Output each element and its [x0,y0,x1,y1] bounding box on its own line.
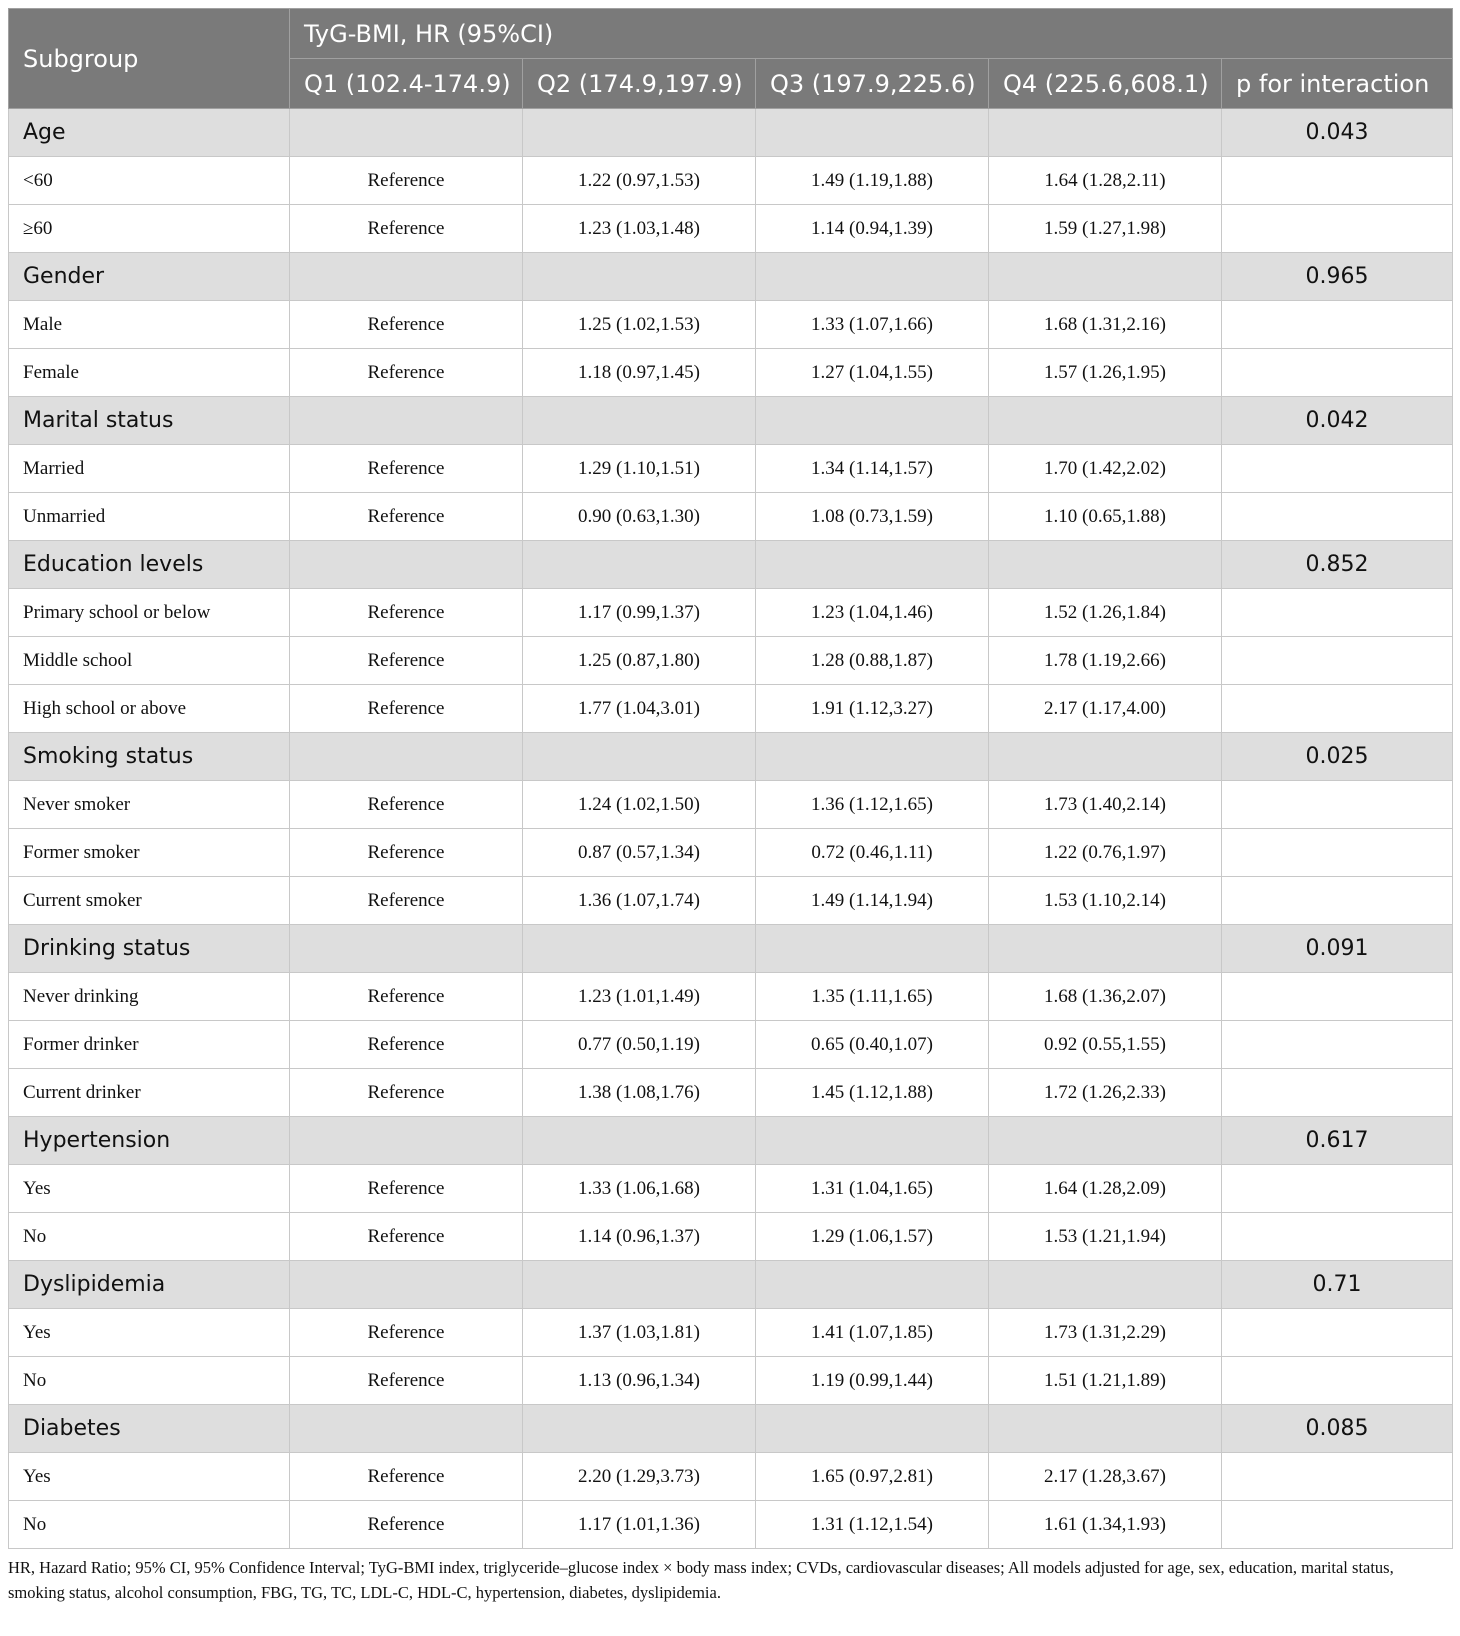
empty-cell [523,1261,756,1309]
row-label: ≥60 [9,205,290,253]
table-row [9,637,1453,685]
empty-cell [290,925,523,973]
cell-q3: 1.49 (1.14,1.94) [756,877,989,925]
cell-q3: 1.41 (1.07,1.85) [756,1309,989,1357]
table-row [9,877,1453,925]
cell-q4: 2.17 (1.28,3.67) [989,1453,1222,1501]
cell-q2: 2.20 (1.29,3.73) [523,1453,756,1501]
p-interaction-value: 0.042 [1222,397,1453,445]
cell-q3: 1.31 (1.12,1.54) [756,1501,989,1549]
cell-q2: 1.25 (1.02,1.53) [523,301,756,349]
empty-cell [290,1117,523,1165]
cell-q4: 1.64 (1.28,2.11) [989,157,1222,205]
group-label: Diabetes [9,1405,290,1453]
cell-q1: Reference [290,1069,523,1117]
cell-q1: Reference [290,877,523,925]
cell-q1: Reference [290,589,523,637]
row-label: Never drinking [9,973,290,1021]
header-q3: Q3 (197.9,225.6) [756,59,989,109]
empty-cell [989,109,1222,157]
empty-cell [290,733,523,781]
cell-q1: Reference [290,445,523,493]
row-label: Yes [9,1453,290,1501]
cell-q2: 1.77 (1.04,3.01) [523,685,756,733]
header-q4: Q4 (225.6,608.1) [989,59,1222,109]
group-label: Drinking status [9,925,290,973]
group-header-row [9,397,1453,445]
cell-q3: 1.36 (1.12,1.65) [756,781,989,829]
row-label: Never smoker [9,781,290,829]
group-label: Marital status [9,397,290,445]
cell-q3: 1.08 (0.73,1.59) [756,493,989,541]
cell-q1: Reference [290,1165,523,1213]
cell-q3: 1.91 (1.12,3.27) [756,685,989,733]
row-label: No [9,1501,290,1549]
cell-q4: 1.64 (1.28,2.09) [989,1165,1222,1213]
group-label: Age [9,109,290,157]
cell-q1: Reference [290,349,523,397]
cell-q3: 1.29 (1.06,1.57) [756,1213,989,1261]
cell-q2: 1.37 (1.03,1.81) [523,1309,756,1357]
cell-p-empty [1222,301,1453,349]
row-label: No [9,1213,290,1261]
cell-p-empty [1222,781,1453,829]
cell-q4: 1.68 (1.31,2.16) [989,301,1222,349]
empty-cell [756,925,989,973]
table-row [9,205,1453,253]
cell-q2: 1.18 (0.97,1.45) [523,349,756,397]
cell-p-empty [1222,1213,1453,1261]
cell-q1: Reference [290,1357,523,1405]
row-label: Married [9,445,290,493]
cell-q4: 1.70 (1.42,2.02) [989,445,1222,493]
cell-q3: 0.65 (0.40,1.07) [756,1021,989,1069]
cell-q3: 0.72 (0.46,1.11) [756,829,989,877]
cell-q4: 1.61 (1.34,1.93) [989,1501,1222,1549]
cell-q4: 1.78 (1.19,2.66) [989,637,1222,685]
header-p-interaction: p for interaction [1222,59,1453,109]
table-row [9,685,1453,733]
cell-q3: 1.65 (0.97,2.81) [756,1453,989,1501]
cell-q1: Reference [290,493,523,541]
p-interaction-value: 0.043 [1222,109,1453,157]
group-header-row [9,1261,1453,1309]
row-label: Middle school [9,637,290,685]
group-header-row [9,253,1453,301]
cell-q3: 1.35 (1.11,1.65) [756,973,989,1021]
header-subgroup: Subgroup [9,9,290,109]
cell-q4: 1.73 (1.31,2.29) [989,1309,1222,1357]
cell-q3: 1.28 (0.88,1.87) [756,637,989,685]
group-label: Gender [9,253,290,301]
empty-cell [523,397,756,445]
cell-p-empty [1222,1501,1453,1549]
cell-p-empty [1222,205,1453,253]
empty-cell [290,541,523,589]
cell-q3: 1.31 (1.04,1.65) [756,1165,989,1213]
cell-q3: 1.33 (1.07,1.66) [756,301,989,349]
row-label: Unmarried [9,493,290,541]
p-interaction-value: 0.852 [1222,541,1453,589]
cell-q4: 1.10 (0.65,1.88) [989,493,1222,541]
p-interaction-value: 0.617 [1222,1117,1453,1165]
table-footnote: HR, Hazard Ratio; 95% CI, 95% Confidence Interval; TyG-BMI index, triglyceride–glucose index × body mass index; CVDs, cardiovascular diseases; All models adjusted for age, sex, education, marital status, smoking status, alcohol consumption, FBG, TG, TC, LDL-C, HDL-C, hypertension, diabetes, dyslipidemia. [8,1558,1394,1602]
group-header-row [9,925,1453,973]
row-label: High school or above [9,685,290,733]
table-row [9,1213,1453,1261]
empty-cell [989,1405,1222,1453]
cell-q1: Reference [290,973,523,1021]
cell-q2: 0.77 (0.50,1.19) [523,1021,756,1069]
cell-p-empty [1222,1021,1453,1069]
cell-q2: 1.23 (1.01,1.49) [523,973,756,1021]
cell-q4: 2.17 (1.17,4.00) [989,685,1222,733]
empty-cell [290,109,523,157]
row-label: Current smoker [9,877,290,925]
group-label: Dyslipidemia [9,1261,290,1309]
empty-cell [523,541,756,589]
cell-q4: 1.72 (1.26,2.33) [989,1069,1222,1117]
cell-q3: 1.34 (1.14,1.57) [756,445,989,493]
cell-p-empty [1222,445,1453,493]
cell-q1: Reference [290,1453,523,1501]
empty-cell [756,1261,989,1309]
group-header-row [9,1117,1453,1165]
row-label: Current drinker [9,1069,290,1117]
cell-q3: 1.19 (0.99,1.44) [756,1357,989,1405]
group-header-row [9,541,1453,589]
cell-q4: 1.53 (1.10,2.14) [989,877,1222,925]
cell-q1: Reference [290,685,523,733]
cell-q4: 1.53 (1.21,1.94) [989,1213,1222,1261]
cell-p-empty [1222,1453,1453,1501]
cell-q2: 0.87 (0.57,1.34) [523,829,756,877]
header-q2: Q2 (174.9,197.9) [523,59,756,109]
row-label: Yes [9,1309,290,1357]
empty-cell [756,541,989,589]
cell-q2: 1.33 (1.06,1.68) [523,1165,756,1213]
p-interaction-value: 0.085 [1222,1405,1453,1453]
cell-p-empty [1222,829,1453,877]
empty-cell [523,733,756,781]
table-header [9,9,1453,109]
empty-cell [290,397,523,445]
cell-q1: Reference [290,781,523,829]
cell-q4: 1.68 (1.36,2.07) [989,973,1222,1021]
table-row [9,1357,1453,1405]
empty-cell [989,1261,1222,1309]
empty-cell [756,1117,989,1165]
table-row [9,1309,1453,1357]
table-row [9,1021,1453,1069]
cell-q2: 1.13 (0.96,1.34) [523,1357,756,1405]
empty-cell [756,397,989,445]
row-label: Male [9,301,290,349]
group-header-row [9,109,1453,157]
cell-q1: Reference [290,205,523,253]
cell-q2: 1.17 (1.01,1.36) [523,1501,756,1549]
cell-q3: 1.27 (1.04,1.55) [756,349,989,397]
cell-q1: Reference [290,637,523,685]
table-container [8,8,1452,1605]
cell-q2: 1.23 (1.03,1.48) [523,205,756,253]
cell-q2: 1.24 (1.02,1.50) [523,781,756,829]
empty-cell [756,733,989,781]
empty-cell [290,1261,523,1309]
cell-q2: 1.25 (0.87,1.80) [523,637,756,685]
p-interaction-value: 0.025 [1222,733,1453,781]
cell-q2: 1.17 (0.99,1.37) [523,589,756,637]
empty-cell [989,733,1222,781]
row-label: Yes [9,1165,290,1213]
cell-q3: 1.49 (1.19,1.88) [756,157,989,205]
empty-cell [523,1117,756,1165]
empty-cell [756,109,989,157]
row-label: Former drinker [9,1021,290,1069]
cell-q3: 1.14 (0.94,1.39) [756,205,989,253]
empty-cell [523,109,756,157]
cell-q4: 1.52 (1.26,1.84) [989,589,1222,637]
table-row [9,157,1453,205]
cell-p-empty [1222,349,1453,397]
cell-q2: 1.29 (1.10,1.51) [523,445,756,493]
group-header-row [9,1405,1453,1453]
row-label: No [9,1357,290,1405]
cell-q4: 1.73 (1.40,2.14) [989,781,1222,829]
empty-cell [523,253,756,301]
cell-p-empty [1222,589,1453,637]
table-row [9,349,1453,397]
cell-p-empty [1222,1069,1453,1117]
subgroup-hr-table [8,8,1453,1549]
table-row [9,973,1453,1021]
cell-q4: 0.92 (0.55,1.55) [989,1021,1222,1069]
empty-cell [523,1405,756,1453]
cell-q1: Reference [290,829,523,877]
table-row [9,445,1453,493]
empty-cell [290,253,523,301]
cell-p-empty [1222,685,1453,733]
group-label: Smoking status [9,733,290,781]
p-interaction-value: 0.71 [1222,1261,1453,1309]
cell-p-empty [1222,493,1453,541]
cell-p-empty [1222,157,1453,205]
group-label: Hypertension [9,1117,290,1165]
row-label: <60 [9,157,290,205]
empty-cell [989,925,1222,973]
cell-q1: Reference [290,1021,523,1069]
row-label: Female [9,349,290,397]
table-row [9,1501,1453,1549]
cell-q1: Reference [290,1309,523,1357]
empty-cell [290,1405,523,1453]
header-group-title: TyG-BMI, HR (95%CI) [290,9,1453,59]
cell-q1: Reference [290,157,523,205]
cell-q4: 1.22 (0.76,1.97) [989,829,1222,877]
p-interaction-value: 0.965 [1222,253,1453,301]
empty-cell [989,397,1222,445]
cell-q4: 1.57 (1.26,1.95) [989,349,1222,397]
table-row [9,1165,1453,1213]
header-q1: Q1 (102.4-174.9) [290,59,523,109]
empty-cell [756,253,989,301]
empty-cell [989,253,1222,301]
table-row [9,301,1453,349]
group-header-row [9,733,1453,781]
cell-q2: 0.90 (0.63,1.30) [523,493,756,541]
cell-q2: 1.14 (0.96,1.37) [523,1213,756,1261]
row-label: Former smoker [9,829,290,877]
table-row [9,1069,1453,1117]
empty-cell [756,1405,989,1453]
cell-p-empty [1222,1309,1453,1357]
table-row [9,829,1453,877]
cell-q4: 1.51 (1.21,1.89) [989,1357,1222,1405]
cell-p-empty [1222,1165,1453,1213]
cell-p-empty [1222,637,1453,685]
cell-q3: 1.23 (1.04,1.46) [756,589,989,637]
table-body [9,109,1453,1549]
table-row [9,493,1453,541]
cell-q2: 1.36 (1.07,1.74) [523,877,756,925]
cell-q2: 1.22 (0.97,1.53) [523,157,756,205]
empty-cell [989,1117,1222,1165]
cell-q2: 1.38 (1.08,1.76) [523,1069,756,1117]
cell-p-empty [1222,1357,1453,1405]
cell-p-empty [1222,973,1453,1021]
empty-cell [989,541,1222,589]
cell-q1: Reference [290,301,523,349]
cell-q4: 1.59 (1.27,1.98) [989,205,1222,253]
table-row [9,589,1453,637]
cell-q1: Reference [290,1501,523,1549]
group-label: Education levels [9,541,290,589]
cell-p-empty [1222,877,1453,925]
cell-q3: 1.45 (1.12,1.88) [756,1069,989,1117]
empty-cell [523,925,756,973]
row-label: Primary school or below [9,589,290,637]
table-row [9,1453,1453,1501]
cell-q1: Reference [290,1213,523,1261]
p-interaction-value: 0.091 [1222,925,1453,973]
table-row [9,781,1453,829]
